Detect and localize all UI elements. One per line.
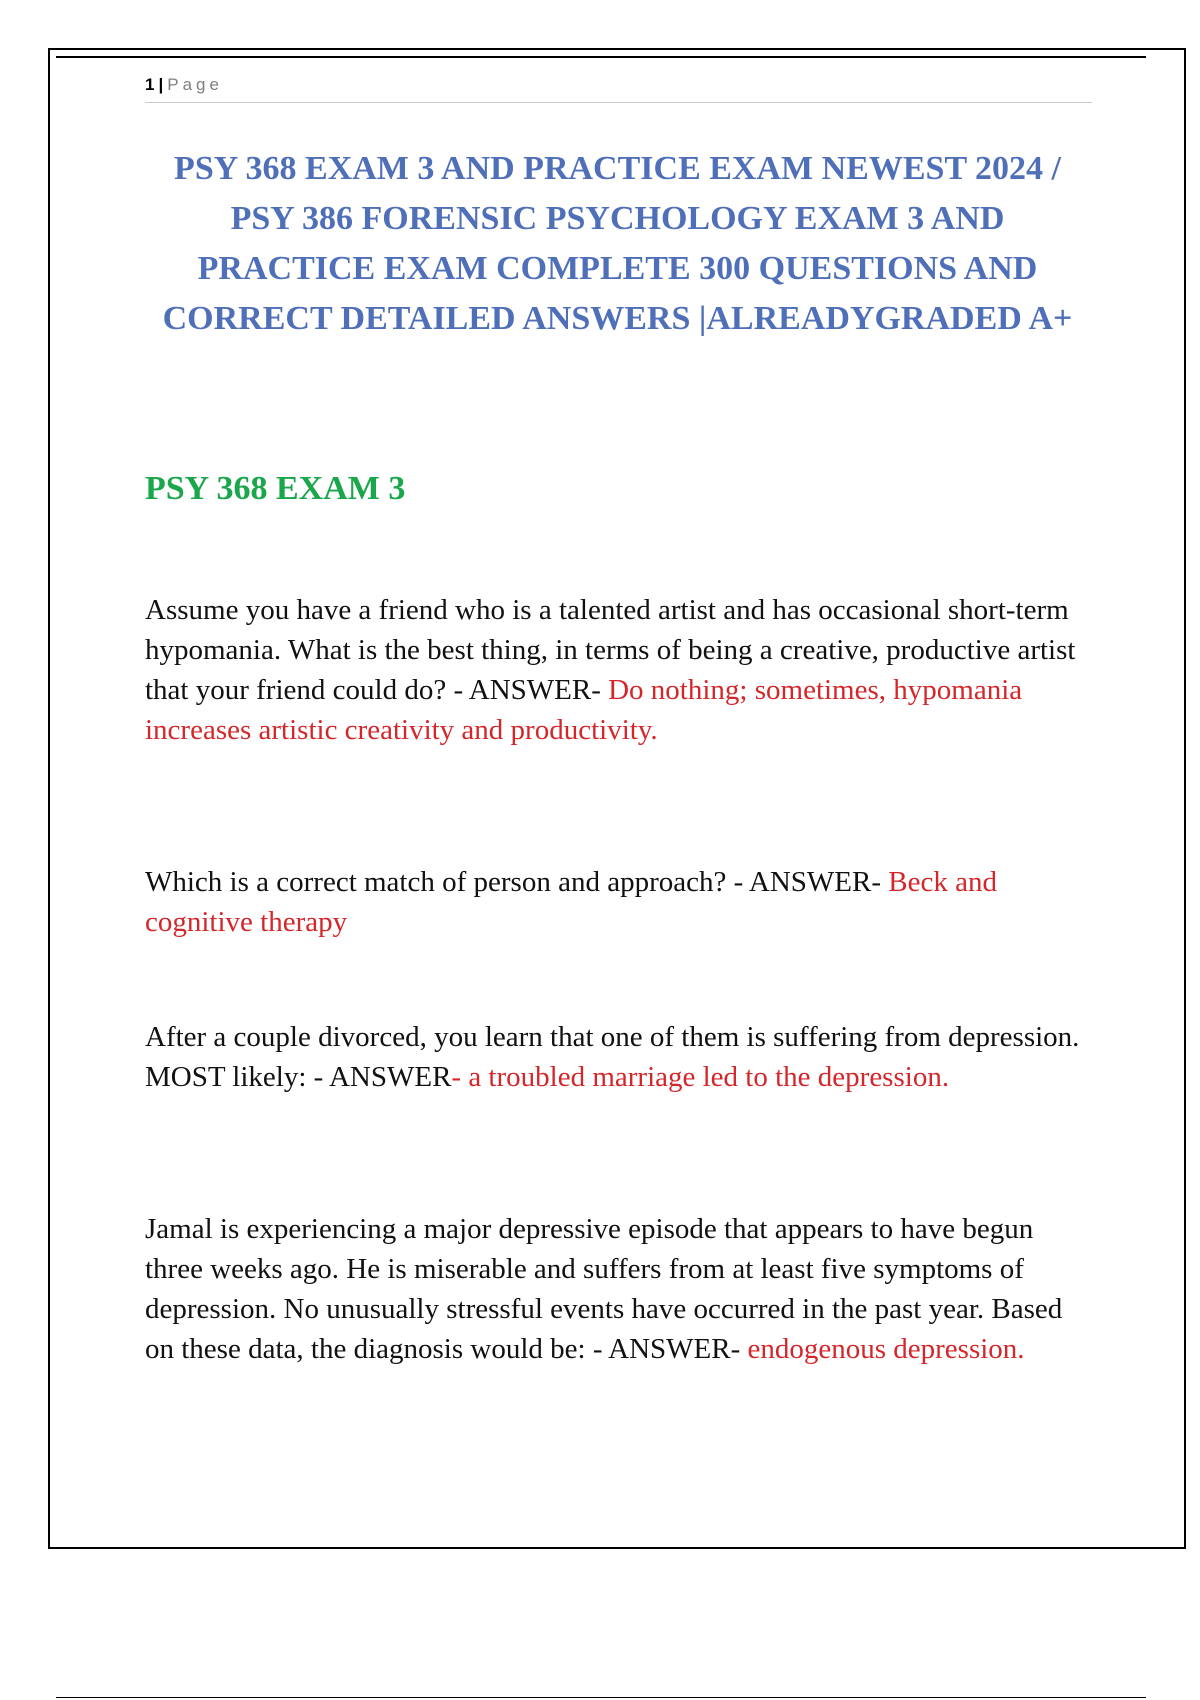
qa-item	[145, 1209, 1085, 1369]
question-text: Assume you have a friend who is a talented artist and has occasional short-term hypomania. What is the best thing, in terms of being a creative, productive artist that your friend could do?	[145, 594, 1076, 706]
page-number: 1	[145, 75, 155, 94]
qa-item	[145, 590, 1085, 750]
page-header	[145, 74, 1092, 103]
page-separator: |	[158, 75, 164, 94]
answer-text: Do nothing; sometimes, hypomania increases artistic creativity and productivity.	[145, 674, 1023, 746]
answer-separator: - ANSWER	[306, 1061, 452, 1093]
question-text: After a couple divorced, you learn that one of them is suffering from depression. MOST likely:	[145, 1021, 1080, 1093]
top-rule	[56, 56, 1146, 58]
bottom-rule	[56, 1697, 1146, 1698]
page-label: Page	[167, 75, 223, 94]
section-heading: PSY 368 EXAM 3	[145, 470, 406, 507]
question-text: Which is a correct match of person and approach?	[145, 866, 727, 898]
answer-text: endogenous depression.	[747, 1333, 1025, 1365]
document-title: PSY 368 EXAM 3 AND PRACTICE EXAM NEWEST 2024 / PSY 386 FORENSIC PSYCHOLOGY EXAM 3 AND PRACTICE EXAM COMPLETE 300 QUESTIONS AND CORRECT DETAILED ANSWERS |ALREADYGRADED A+	[162, 150, 1073, 337]
answer-separator: - ANSWER-	[585, 1333, 748, 1365]
answer-text: Beck and cognitive therapy	[145, 866, 997, 938]
answer-separator: - ANSWER-	[726, 866, 889, 898]
answer-separator: - ANSWER-	[446, 674, 609, 706]
qa-item	[145, 1017, 1085, 1097]
answer-text: - a troubled marriage led to the depression.	[451, 1061, 950, 1093]
question-text: Jamal is experiencing a major depressive episode that appears to have begun three weeks ago. He is miserable and suffers from at least five symptoms of depression. No unusually stressful events have occurred in the past year. Based on these data, the diagnosis would be:	[145, 1213, 1063, 1365]
qa-item	[145, 862, 1085, 942]
